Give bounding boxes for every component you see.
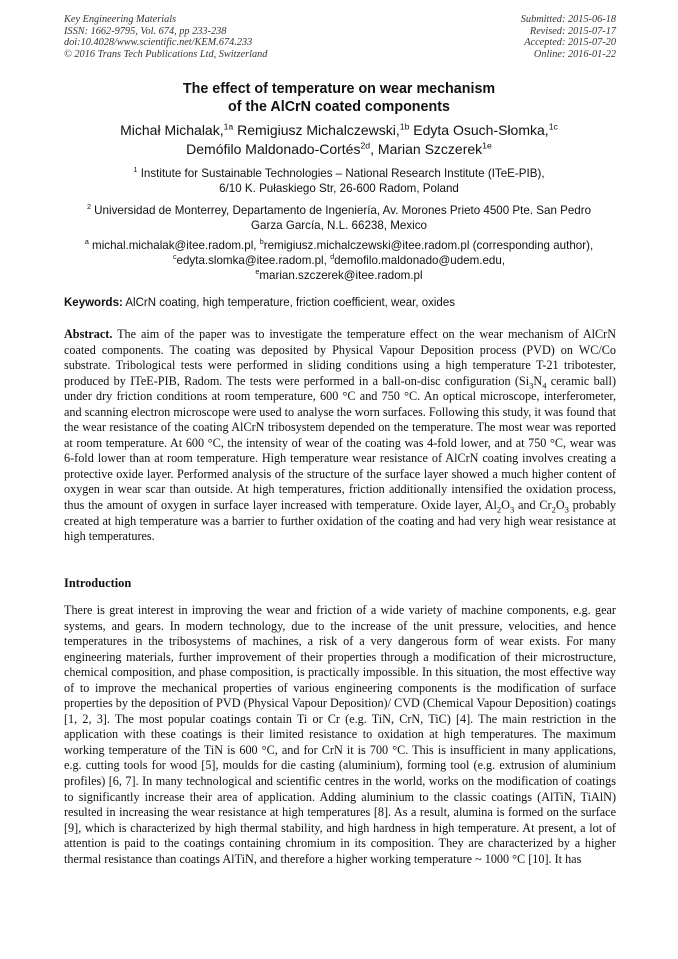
dates-header xyxy=(521,14,616,60)
abstract xyxy=(64,327,616,545)
journal-copyright: © 2016 Trans Tech Publications Ltd, Switzerland xyxy=(64,48,268,60)
subscript: 3 xyxy=(509,504,515,515)
journal-header xyxy=(64,14,267,60)
abstract-text: probably created at high temperature was a barrier to further oxidation of the coating and had very high wear resistance at high temperatures. xyxy=(64,498,616,544)
journal-name: Key Engineering Materials xyxy=(64,14,177,25)
date-revised: Revised: 2015-07-17 xyxy=(529,25,616,37)
author-affil-mark: 1a xyxy=(223,121,234,132)
author-affil-mark: 1b xyxy=(399,121,410,132)
affiliation-line: Universidad de Monterrey, Departamento de Ingeniería, Av. Morones Prieto 4500 Pte. San Pedro xyxy=(94,204,592,217)
abstract-label: Abstract. xyxy=(64,327,113,341)
email-mark: b xyxy=(259,237,264,247)
keywords-text: AlCrN coating, high temperature, friction coefficient, wear, oxides xyxy=(122,297,455,309)
introduction-paragraph: There is great interest in improving the wear and friction of a wide variety of machine components, e.g. gear systems, and gears. In modern technology, due to the increase of the unit pressure, velocities, and hence temperatures in the tribosystems of machines, a risk of a very dangerous form of wear exists. For many engineering materials, further improvement of their properties through a modification of their microstructure, chemical composition, and phase composition, is practically impossible. In this situation, the most effective way of to improve the mechanical properties of various engineering components is the modification of surface properties by the deposition of PVD (Physical Vapour Deposition)/ CVD (Chemical Vapour Deposition) coatings [1, 2, 3]. The most popular coatings contain Ti or Cr (e.g. TiN, CrN, TiC) [4]. The main restriction in the application with these coatings is their limited resistance to oxidation at high temperatures. The maximum working temperature of the TiN is 600 °C, and for CrN it is 700 °C. This is insufficient in many applications, e.g. cutting tools for wood [5], moulds for die casting (aluminium), forming tool (e.g. extrusion of aluminium profiles) [6, 7]. In many technological and scientific centres in the world, works on the modification of coatings to significantly increase their area of application. Adding aluminium to the classic coatings (AlTiN, TiAlN) resulted in increasing the wear resistance at high temperatures [8]. As a result, alumina is formed on the surface [9], which is characterized by high thermal stability, and high hardness in high temperature. At present, a lot of attention is paid to the coatings containing chromium in its composition. They are characterized by a higher thermal resistance than coatings AlTiN, and therefore a higher working temperature ~ 1000 °C [10]. It has xyxy=(64,603,616,866)
affiliation-1 xyxy=(52,166,626,197)
email-link[interactable]: demofilo.maldonado@udem.edu, xyxy=(334,254,506,268)
author-affil-mark: 2d xyxy=(360,139,371,150)
date-online: Online: 2016-01-22 xyxy=(533,48,616,60)
keywords-label: Keywords: xyxy=(64,297,123,309)
author-name: Edyta Osuch-Słomka, xyxy=(413,122,549,138)
abstract-text: O xyxy=(501,498,510,513)
journal-issn: ISSN: 1662-9795, Vol. 674, pp 233-238 xyxy=(64,25,227,37)
abstract-text: The aim of the paper was to investigate the temperature effect on the wear mechanism of AlCrN coated components. The coating was deposited by Physical Vapour Deposition process (PVD) on WC/Co substrate. Tribological tests were performed in sliding conditions using a high temperature T-21 tribotester, produced by ITeE-PIB, Radom. The tests were performed in a ball-on-disc configuration (Si xyxy=(64,327,616,388)
author-name: Remigiusz Michalczewski, xyxy=(237,122,400,138)
abstract-text: N xyxy=(533,373,543,388)
subscript: 2 xyxy=(496,504,502,515)
author-line-1 xyxy=(40,121,638,140)
affiliation-line: 6/10 K. Pułaskiego Str, 26-600 Radom, Poland xyxy=(219,182,459,196)
author-name: Michał Michalak, xyxy=(120,122,224,138)
abstract-text: ceramic ball) under dry friction conditions at room temperature, 600 °C and 750 °C. An optical microscope, interferometer, and scanning electron microscope were used to analyse the worn surfaces. Following this study, it was found that the wear resistance of the coating AlCrN tribosystem depended on the temperature. The most wear was reported at room temperature. At 600 °C, the intensity of wear of the coating was 4-fold lower, and at 750 °C, wear was 6-fold lower than at room temperature. High temperature wear resistance of AlCrN coating involves creating a protective oxide layer. Performed analysis of the structure of the surface layer showed a much higher content of oxygen in wear scar than outside. At high temperatures, friction additionally intensified the oxidation process, thus the amount of oxygen in surface layer increased with temperature. Oxide layer, Al xyxy=(64,373,617,513)
abstract-text: O xyxy=(555,498,565,513)
keywords xyxy=(64,296,616,310)
subscript: 3 xyxy=(564,504,569,515)
journal-doi: doi:10.4028/www.scientific.net/KEM.674.233 xyxy=(64,37,253,49)
email-mark: d xyxy=(330,252,335,262)
email-link[interactable]: marian.szczerek@itee.radom.pl xyxy=(259,269,423,283)
abstract-text: and Cr xyxy=(514,498,552,513)
author-emails xyxy=(52,238,626,284)
affiliation-mark: 1 xyxy=(133,165,138,175)
author-name: , Marian Szczerek xyxy=(370,140,483,157)
title-line-2: of the AlCrN coated components xyxy=(228,99,450,115)
affiliation-line: Institute for Sustainable Technologies – National Research Institute (ITeE-PIB), xyxy=(140,167,545,180)
subscript: 2 xyxy=(551,504,556,515)
title-line-1: The effect of temperature on wear mechanism xyxy=(182,81,496,97)
email-mark: c xyxy=(172,252,177,262)
affiliation-mark: 2 xyxy=(86,202,91,212)
affiliation-line: Garza García, N.L. 66238, Mexico xyxy=(251,219,427,233)
author-affil-mark: 1c xyxy=(548,121,558,132)
section-heading-introduction: Introduction xyxy=(64,576,132,590)
email-mark: e xyxy=(255,267,260,277)
paper-title xyxy=(40,80,638,116)
email-mark: a xyxy=(84,237,89,247)
email-link[interactable]: remigiusz.michalczewski@itee.radom.pl (corresponding author), xyxy=(263,239,594,252)
affiliation-2 xyxy=(52,203,626,234)
author-name: Demófilo Maldonado-Cortés xyxy=(186,140,361,157)
subscript: 4 xyxy=(542,380,547,391)
email-link[interactable]: edyta.slomka@itee.radom.pl, xyxy=(176,254,331,268)
author-line-2 xyxy=(40,140,638,159)
author-list xyxy=(40,121,638,158)
email-link[interactable]: michal.michalak@itee.radom.pl, xyxy=(92,239,260,252)
date-submitted: Submitted: 2015-06-18 xyxy=(520,14,616,25)
subscript: 3 xyxy=(529,380,534,391)
date-accepted: Accepted: 2015-07-20 xyxy=(524,37,616,49)
author-affil-mark: 1e xyxy=(482,139,492,150)
